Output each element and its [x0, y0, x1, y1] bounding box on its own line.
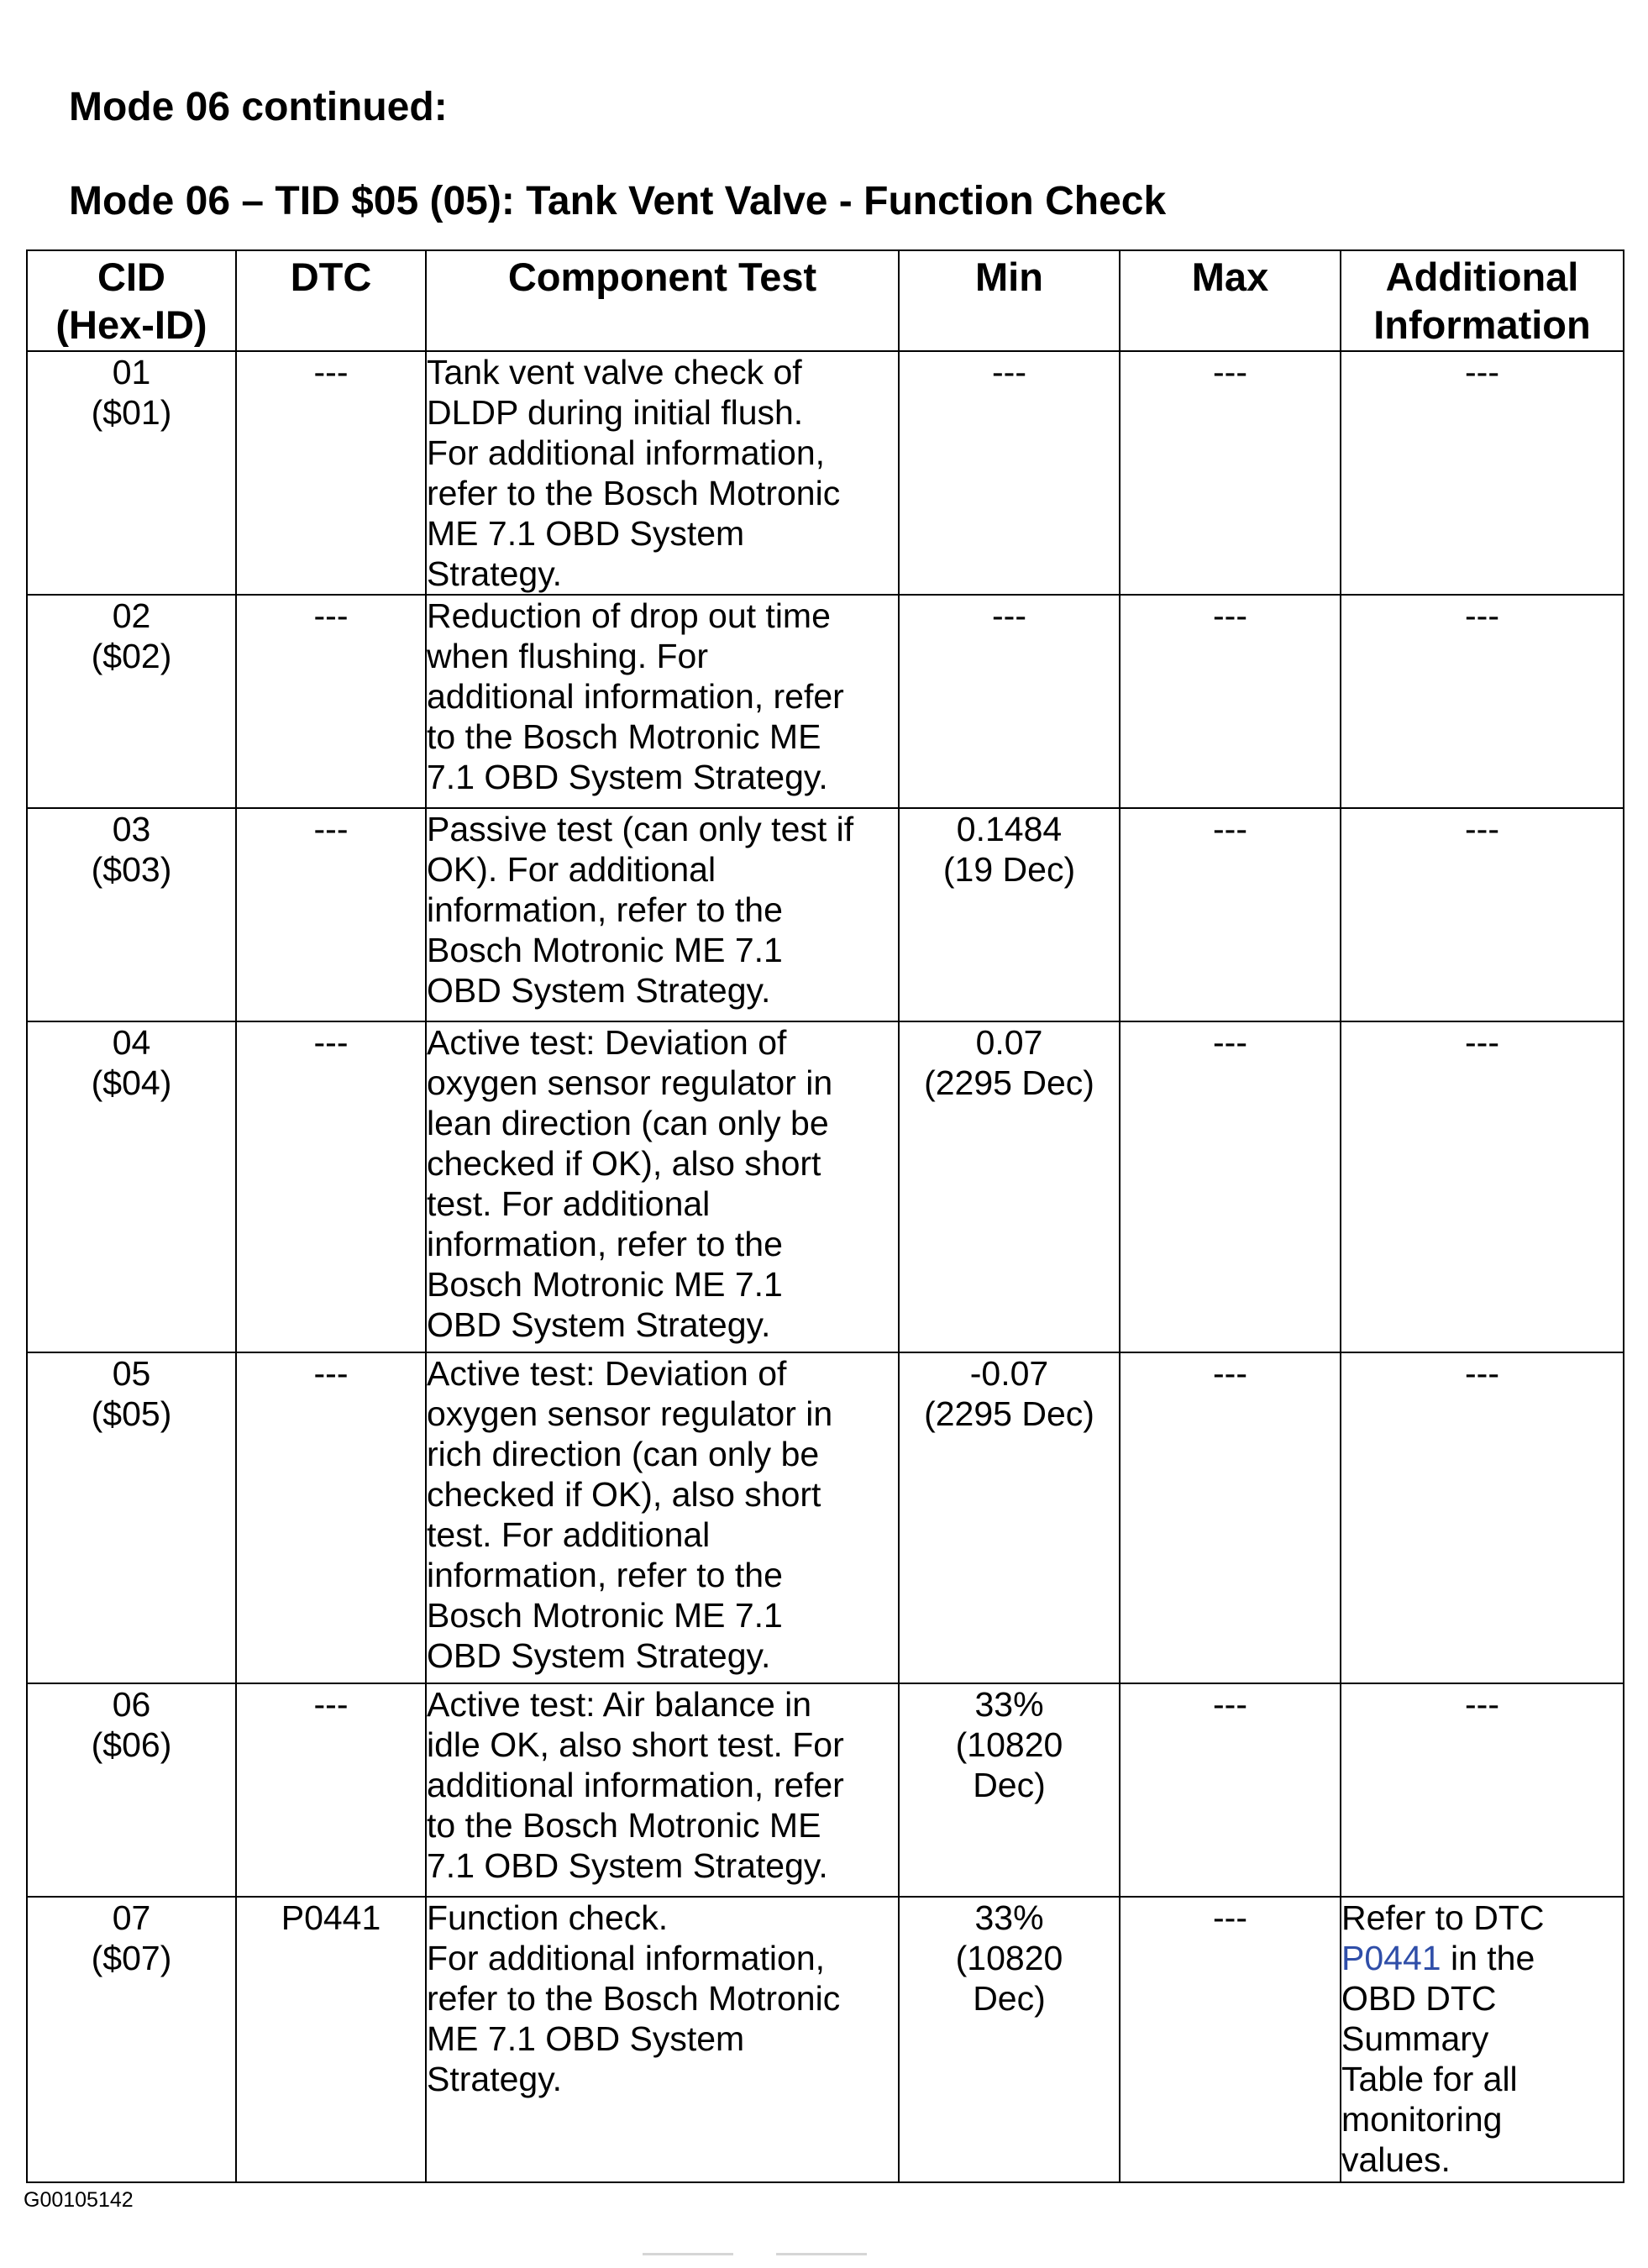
tid-heading: Mode 06 – TID $05 (05): Tank Vent Valve - Function Check: [69, 179, 1167, 223]
max-cell: ---: [1120, 1897, 1341, 2182]
dtc-cell: ---: [236, 351, 426, 595]
figure-code: G00105142: [24, 2188, 134, 2212]
min-cell: ---: [899, 595, 1120, 808]
cid-cell: 03 ($03): [27, 808, 236, 1021]
component-test-cell: Passive test (can only test if OK). For additional information, refer to the Bosch Motronic ME 7.1 OBD System Strategy.: [426, 808, 899, 1021]
table-row: [27, 1897, 1624, 2182]
page-divider-mark: [776, 2253, 867, 2255]
min-cell: -0.07 (2295 Dec): [899, 1352, 1120, 1683]
dtc-cell: ---: [236, 1683, 426, 1897]
table-row: [27, 351, 1624, 595]
min-cell: 0.07 (2295 Dec): [899, 1021, 1120, 1352]
cid-cell: 04 ($04): [27, 1021, 236, 1352]
max-cell: ---: [1120, 351, 1341, 595]
cid-cell: 02 ($02): [27, 595, 236, 808]
additional-info-cell: ---: [1341, 808, 1624, 1021]
component-test-cell: Reduction of drop out time when flushing. For additional information, refer to the Bosch Motronic ME 7.1 OBD System Strategy.: [426, 595, 899, 808]
table-row: [27, 808, 1624, 1021]
page-divider-mark: [643, 2253, 733, 2255]
header-cid: CID (Hex-ID): [27, 250, 236, 351]
min-cell: ---: [899, 351, 1120, 595]
additional-info-cell: ---: [1341, 1021, 1624, 1352]
header-component-test: Component Test: [426, 250, 899, 351]
dtc-cell: ---: [236, 595, 426, 808]
table-row: [27, 1352, 1624, 1683]
additional-info-cell: Refer to DTC P0441 in the OBD DTC Summary Table for all monitoring values.: [1341, 1897, 1624, 2182]
table-row: [27, 1683, 1624, 1897]
dtc-cell: P0441: [236, 1897, 426, 2182]
additional-info-cell: ---: [1341, 595, 1624, 808]
dtc-cell: ---: [236, 808, 426, 1021]
cid-cell: 01 ($01): [27, 351, 236, 595]
component-test-cell: Active test: Air balance in idle OK, also short test. For additional information, refer to the Bosch Motronic ME 7.1 OBD System Strategy.: [426, 1683, 899, 1897]
component-test-cell: Active test: Deviation of oxygen sensor regulator in lean direction (can only be checked if OK), also short test. For additional information, refer to the Bosch Motronic ME 7.1 OBD System Strategy.: [426, 1021, 899, 1352]
additional-info-cell: ---: [1341, 1352, 1624, 1683]
min-cell: 33% (10820 Dec): [899, 1897, 1120, 2182]
additional-info-cell: ---: [1341, 1683, 1624, 1897]
dtc-cell: ---: [236, 1021, 426, 1352]
cid-cell: 06 ($06): [27, 1683, 236, 1897]
mode06-table: [26, 249, 1624, 2183]
min-cell: 0.1484 (19 Dec): [899, 808, 1120, 1021]
cid-cell: 05 ($05): [27, 1352, 236, 1683]
component-test-cell: Function check. For additional information, refer to the Bosch Motronic ME 7.1 OBD System Strategy.: [426, 1897, 899, 2182]
component-test-cell: Active test: Deviation of oxygen sensor regulator in rich direction (can only be checked if OK), also short test. For additional information, refer to the Bosch Motronic ME 7.1 OBD System Strategy.: [426, 1352, 899, 1683]
header-min: Min: [899, 250, 1120, 351]
min-cell: 33% (10820 Dec): [899, 1683, 1120, 1897]
max-cell: ---: [1120, 1352, 1341, 1683]
table-row: [27, 1021, 1624, 1352]
cid-cell: 07 ($07): [27, 1897, 236, 2182]
table-row: [27, 595, 1624, 808]
max-cell: ---: [1120, 1683, 1341, 1897]
additional-info-cell: ---: [1341, 351, 1624, 595]
max-cell: ---: [1120, 595, 1341, 808]
header-max: Max: [1120, 250, 1341, 351]
component-test-cell: Tank vent valve check of DLDP during initial flush. For additional information, refer to the Bosch Motronic ME 7.1 OBD System Strategy.: [426, 351, 899, 595]
header-additional-information: Additional Information: [1341, 250, 1624, 351]
section-continued-heading: Mode 06 continued:: [69, 85, 448, 129]
dtc-p0441-link[interactable]: P0441: [1341, 1939, 1441, 1977]
dtc-cell: ---: [236, 1352, 426, 1683]
table-header-row: [27, 250, 1624, 351]
max-cell: ---: [1120, 1021, 1341, 1352]
header-dtc: DTC: [236, 250, 426, 351]
max-cell: ---: [1120, 808, 1341, 1021]
